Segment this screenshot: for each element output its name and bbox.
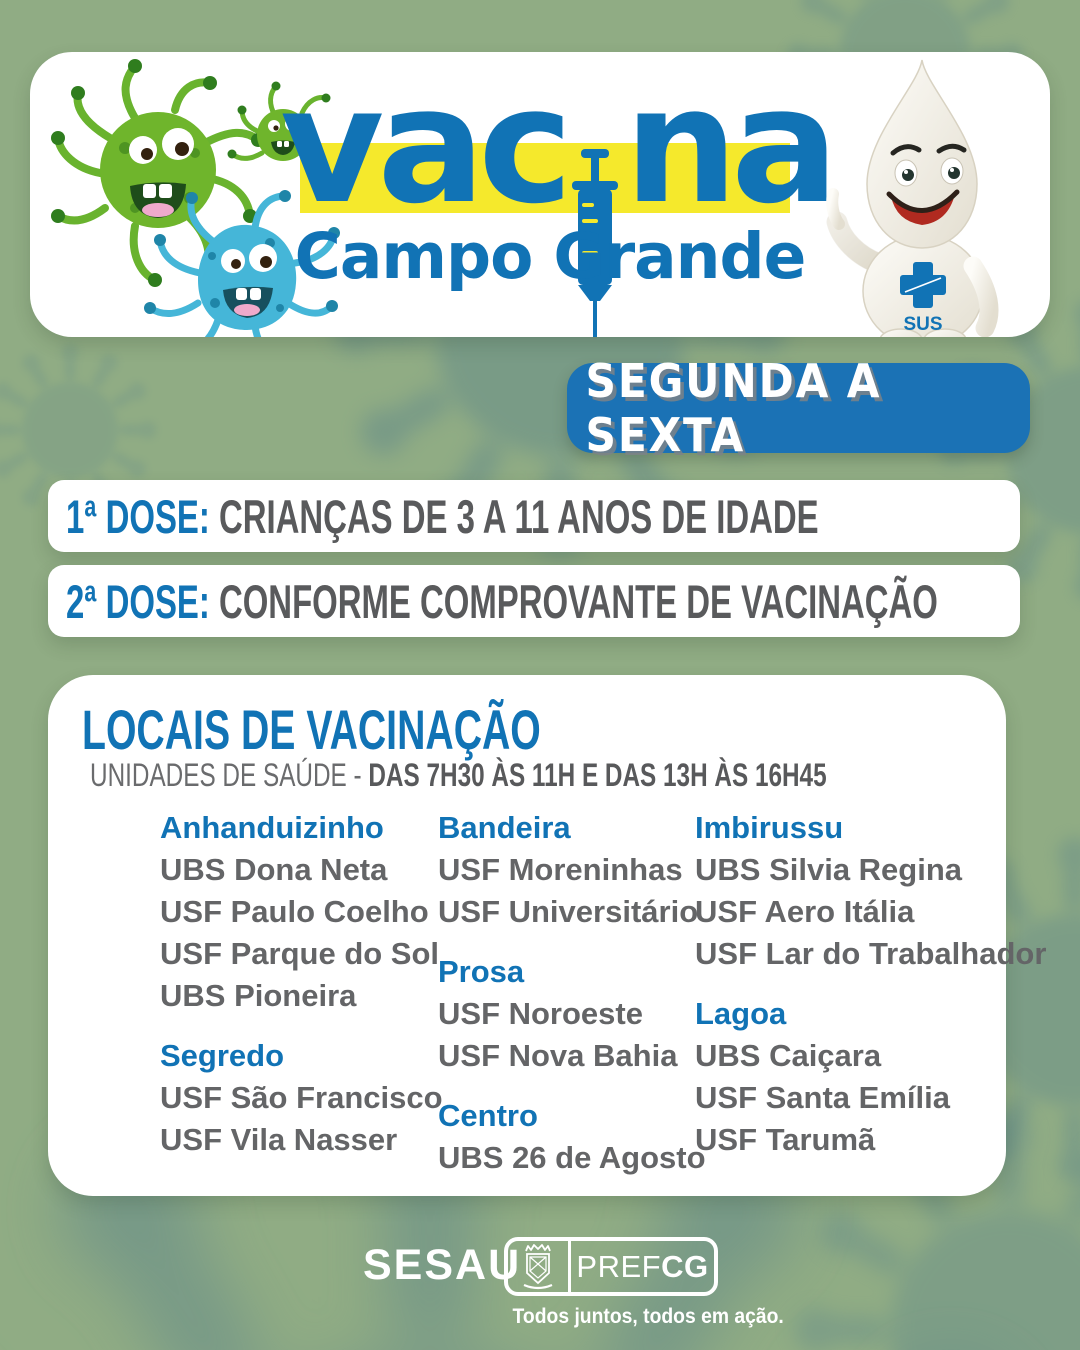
prefcg-cg: CG: [661, 1248, 709, 1284]
health-unit: USF Santa Emília: [695, 1080, 950, 1115]
district-name: Prosa: [438, 954, 525, 989]
health-unit: USF Universitário: [438, 894, 699, 929]
locations-column-2: [438, 807, 706, 1197]
district-name: Segredo: [160, 1038, 285, 1073]
dose-2-text: CONFORME COMPROVANTE DE VACINAÇÃO: [209, 574, 938, 628]
district-name: Lagoa: [695, 996, 787, 1031]
health-unit: USF Moreninhas: [438, 852, 683, 887]
dose-bar-1: [48, 480, 1020, 552]
locations-column-1: [160, 807, 443, 1179]
health-unit: UBS Silvia Regina: [695, 852, 963, 887]
health-unit: UBS Pioneira: [160, 978, 357, 1013]
campaign-logo: [280, 52, 832, 239]
footer-tagline: Todos juntos, todos em ação.: [512, 1305, 784, 1328]
health-unit: USF Lar do Trabalhador: [695, 936, 1047, 971]
dose-2-prefix: 2ª DOSE:: [66, 574, 210, 628]
health-unit: UBS Caiçara: [695, 1038, 882, 1073]
dose-1-text: CRIANÇAS DE 3 A 11 ANOS DE IDADE: [209, 489, 819, 543]
logo-subtitle: Campo Grande: [294, 220, 806, 293]
health-unit: UBS 26 de Agosto: [438, 1140, 706, 1175]
district-group: [695, 807, 1047, 975]
health-unit: USF Tarumã: [695, 1122, 876, 1157]
health-unit: USF Nova Bahia: [438, 1038, 678, 1073]
locations-card: [48, 675, 1047, 1196]
district-name: Imbirussu: [695, 810, 844, 845]
district-group: [438, 807, 699, 933]
district-group: [160, 807, 440, 1017]
footer: [0, 1225, 1080, 1335]
schedule-badge: [567, 354, 1030, 462]
district-name: Anhanduizinho: [160, 810, 384, 845]
district-group: [438, 1095, 706, 1179]
locations-title: LOCAIS DE VACINAÇÃO: [82, 698, 541, 761]
health-unit: USF Vila Nasser: [160, 1122, 398, 1157]
district-name: Centro: [438, 1098, 538, 1133]
prefcg-wordmark: [571, 1249, 714, 1285]
dose-1-prefix: 1ª DOSE:: [66, 489, 210, 543]
health-unit: USF Aero Itália: [695, 894, 915, 929]
health-unit: USF Noroeste: [438, 996, 643, 1031]
prefcg-pref: PREF: [576, 1248, 662, 1284]
city-crest-icon: [508, 1243, 568, 1291]
mascot-ze-gotinha-icon: [805, 56, 1040, 337]
locations-column-3: [695, 807, 1047, 1179]
health-unit: USF Parque do Sol: [160, 936, 440, 971]
health-unit: USF Paulo Coelho: [160, 894, 429, 929]
logo-word-pre: vac: [280, 52, 567, 239]
district-group: [160, 1035, 443, 1161]
dose-bar-2: [48, 565, 1020, 637]
district-group: [438, 951, 688, 1077]
schedule-badge-label: SEGUNDA A SEXTA: [585, 354, 882, 462]
locations-subtitle-prefix: UNIDADES DE SAÚDE -: [90, 757, 369, 793]
prefcg-logo: [504, 1237, 718, 1296]
locations-subtitle: [90, 757, 827, 794]
district-group: [695, 993, 995, 1161]
sesau-logo: SESAU: [363, 1241, 522, 1289]
district-name: Bandeira: [438, 810, 571, 845]
logo-word-post: na: [624, 52, 832, 239]
health-unit: USF São Francisco: [160, 1080, 443, 1115]
locations-subtitle-hours: DAS 7H30 ÀS 11H E DAS 13H ÀS 16H45: [368, 757, 827, 793]
health-unit: UBS Dona Neta: [160, 852, 388, 887]
header-card: [30, 52, 1050, 337]
mascot-chest-label: SUS: [903, 314, 943, 335]
